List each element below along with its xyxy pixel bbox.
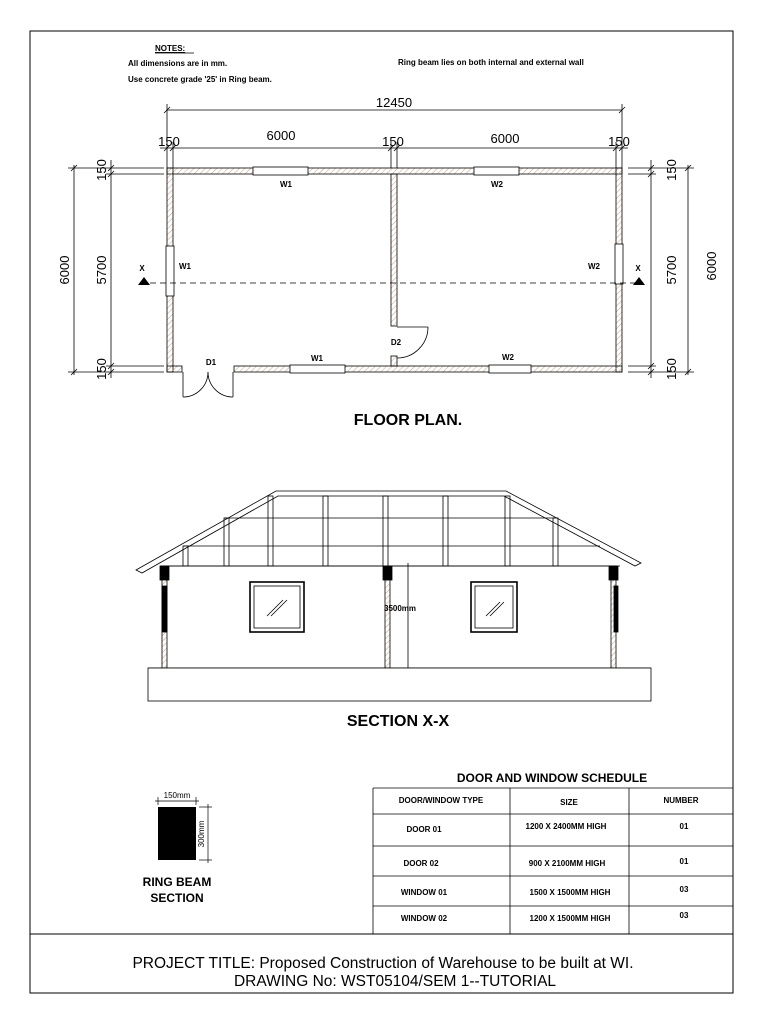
schedule-cell: 1200 X 1500MM HIGH bbox=[529, 914, 611, 923]
label-w1-top: W1 bbox=[280, 180, 292, 189]
schedule-header-type: DOOR/WINDOW TYPE bbox=[398, 796, 484, 805]
dim-right-inner: 5700 bbox=[664, 255, 679, 285]
floor-plan-dimensions-left bbox=[68, 160, 164, 378]
foundation-plinth bbox=[148, 668, 651, 701]
dim-left-inner: 5700 bbox=[94, 255, 109, 285]
schedule-cell: DOOR 02 bbox=[403, 859, 439, 868]
ring-beam-block bbox=[158, 807, 196, 860]
section-view bbox=[136, 491, 651, 701]
label-d2: D2 bbox=[390, 338, 402, 347]
section-height-label: 3500mm bbox=[384, 604, 417, 613]
dim-wall-mid: 150 bbox=[382, 134, 404, 149]
label-w2-bottom: W2 bbox=[502, 353, 514, 362]
label-d1: D1 bbox=[205, 358, 217, 367]
roof-outline bbox=[136, 491, 641, 573]
schedule-cell: 1500 X 1500MM HIGH bbox=[529, 888, 611, 897]
window-w1-left bbox=[166, 246, 174, 296]
door-d2 bbox=[397, 327, 428, 358]
dim-room-right: 6000 bbox=[490, 131, 520, 146]
dim-wall-right: 150 bbox=[608, 134, 630, 149]
wall-mid-section bbox=[385, 566, 390, 668]
floor-plan-title: FLOOR PLAN. bbox=[353, 412, 463, 429]
window-w2-top bbox=[474, 167, 519, 175]
dim-left-wall-bottom: 150 bbox=[94, 358, 109, 380]
window-w2-bottom bbox=[489, 365, 531, 373]
schedule-cell: WINDOW 02 bbox=[400, 914, 448, 923]
roof-posts bbox=[183, 496, 558, 566]
section-marker-right bbox=[633, 277, 645, 285]
schedule-header-number: NUMBER bbox=[663, 796, 699, 805]
schedule-title: DOOR AND WINDOW SCHEDULE bbox=[456, 771, 648, 785]
section-marker-left bbox=[138, 277, 150, 285]
schedule-header-size: SIZE bbox=[560, 798, 578, 807]
notes bbox=[128, 44, 584, 84]
dim-overall-width: 12450 bbox=[375, 95, 413, 110]
window-w1-top bbox=[253, 167, 308, 175]
dim-right-outer: 6000 bbox=[704, 251, 719, 281]
section-title: SECTION X-X bbox=[346, 713, 450, 730]
schedule-cell: 01 bbox=[679, 857, 689, 866]
label-section-right: X bbox=[635, 264, 641, 273]
window-w2-right bbox=[615, 244, 623, 284]
section-window-right bbox=[471, 582, 517, 632]
schedule-cell: 900 X 2100MM HIGH bbox=[528, 859, 606, 868]
label-section-left: X bbox=[139, 264, 145, 273]
schedule-cell: DOOR 01 bbox=[406, 825, 442, 834]
dim-right-wall-top: 150 bbox=[664, 159, 679, 181]
dim-right-wall-bottom: 150 bbox=[664, 358, 679, 380]
label-w2-top: W2 bbox=[491, 180, 503, 189]
schedule-cell: 01 bbox=[679, 822, 689, 831]
dim-left-outer: 6000 bbox=[57, 255, 72, 285]
notes-heading: NOTES: bbox=[155, 44, 186, 53]
ring-beam-title-2: SECTION bbox=[150, 891, 204, 905]
door-d1 bbox=[183, 372, 233, 397]
label-w2-right: W2 bbox=[588, 262, 600, 271]
dim-wall-left: 150 bbox=[158, 134, 180, 149]
schedule-cell: 03 bbox=[679, 911, 689, 920]
note-concrete: Use concrete grade '25' in Ring beam. bbox=[128, 75, 272, 84]
note-dimensions: All dimensions are in mm. bbox=[128, 59, 228, 68]
label-w1-left: W1 bbox=[179, 262, 191, 271]
ring-beam-height-label: 300mm bbox=[197, 820, 206, 848]
dim-room-left: 6000 bbox=[266, 128, 296, 143]
dim-left-wall-top: 150 bbox=[94, 159, 109, 181]
schedule-cell: 1200 X 2400MM HIGH bbox=[525, 822, 607, 831]
drawing-number: DRAWING No: WST05104/SEM 1--TUTORIAL bbox=[233, 973, 557, 990]
label-w1-bottom: W1 bbox=[311, 354, 323, 363]
schedule-cell: 03 bbox=[679, 885, 689, 894]
sheet-border bbox=[30, 31, 733, 993]
project-title: PROJECT TITLE: Proposed Construction of Warehouse to be built at WI. bbox=[132, 955, 634, 972]
note-ring-beam: Ring beam lies on both internal and external wall bbox=[398, 58, 584, 67]
ring-beam-width-label: 150mm bbox=[163, 791, 191, 800]
ring-beam-title-1: RING BEAM bbox=[142, 875, 212, 889]
schedule-cell: WINDOW 01 bbox=[400, 888, 448, 897]
window-w1-bottom bbox=[290, 365, 345, 373]
section-window-left bbox=[250, 582, 304, 632]
